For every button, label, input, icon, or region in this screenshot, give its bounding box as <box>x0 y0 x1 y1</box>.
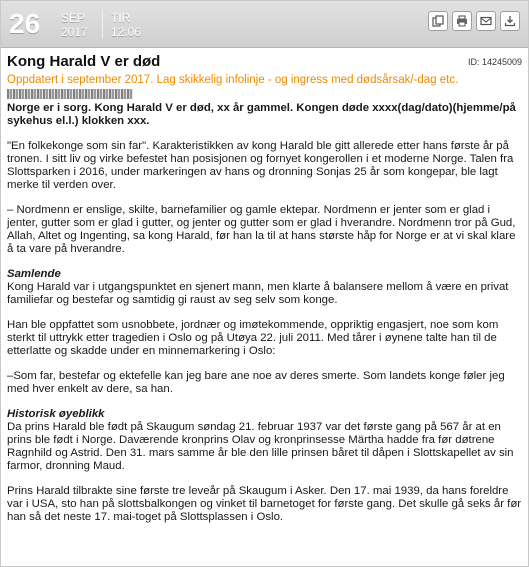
paragraph: – Nordmenn er enslige, skilte, barnefamilier og gamle ektepar. Nordmenn er jenter som er glad i jenter, gutter som er glad i gutter, og jenter og gutter som er glad i hverandre. Nordmenn tror på Gud, Allah, Altet og Ingenting, sa kong Harald, før han la til at hans største håp for Norge er at vi skal klare å ta vare på hverandre. <box>7 204 516 255</box>
copy-button[interactable] <box>428 11 448 31</box>
email-icon <box>480 15 492 27</box>
toolbar <box>428 11 520 31</box>
date-weekday: TIR <box>111 11 131 25</box>
paragraph: Da prins Harald ble født på Skaugum søndag 21. februar 1937 var det første gang på 567 år at en prins ble født i Norge. Daværende kronprins Olav og kronprinsesse Märtha hadde fra før døtrene Ragnhild og Astrid. Den 31. mars samme år ble den lille prinsen båret til dåpen i Slottskapellet av sin farmor, dronning Maud. <box>7 421 514 472</box>
article-id: ID: 14245009 <box>467 57 522 67</box>
section-heading: Samlende <box>7 268 61 280</box>
date-day: 26 <box>9 8 41 39</box>
date-month-year <box>61 11 88 39</box>
redacted-byline <box>7 89 133 99</box>
section-heading: Historisk øyeblikk <box>7 408 105 420</box>
paragraph: Han ble oppfattet som usnobbete, jordnær og imøtekommende, oppriktig engasjert, noe som kom sterkt til uttrykk etter tragedien i Oslo og på Utøya 22. juli 2011. Med tårer i øynene talte han til de etterlatte og skadde under en minnemarkering i Oslo: <box>7 319 499 357</box>
article-title: Kong Harald V er død <box>7 53 161 70</box>
print-button[interactable] <box>452 11 472 31</box>
paragraph: Prins Harald tilbrakte sine første tre leveår på Skaugum i Asker. Den 17. mai 1939, da hans foreldre var i USA, sto han på slottsbalkongen og vinket til barnetoget for første gang. Det skulle gå seks år før han så det neste 17. mai-toget på Slottsplassen i Oslo. <box>7 485 522 523</box>
date-header <box>1 1 528 48</box>
date-weekday-time <box>111 11 141 39</box>
paragraph: "En folkekonge som sin far". Karakteristikken av kong Harald ble gitt allerede etter hans første år på tronen. I sitt liv og virke befestet han posisjonen og fornyet kongerollen i et moderne Norge. Talen fra Slottsparken i 2016, under markeringen av hans og dronning Sonjas 25 år som kongepar, ble lagt merke til verden over. <box>7 140 514 191</box>
copy-icon <box>432 15 444 27</box>
article-lead: Norge er i sorg. Kong Harald V er død, xx år gammel. Kongen døde xxxx(dag/dato)(hjemme/på sykehus el.l.) klokken xxx. <box>7 102 516 127</box>
download-button[interactable] <box>500 11 520 31</box>
article-body <box>7 53 522 536</box>
download-icon <box>504 15 516 27</box>
title-row <box>7 53 522 72</box>
header-divider <box>102 11 103 39</box>
date-month: SEP <box>61 11 86 25</box>
update-note: Oppdatert i september 2017. Lag skikkelig infolinje - og ingress med dødsårsak/-dag etc. <box>7 74 459 86</box>
date-time: 12:06 <box>111 25 142 39</box>
paragraph: Kong Harald var i utgangspunktet en sjenert mann, men klarte å balansere mellom å være en privat familiefar og bestefar og samtidig gi raust av seg selv som konge. <box>7 281 509 306</box>
paragraph: –Som far, bestefar og ektefelle kan jeg bare ane noe av deres smerte. Som landets konge føler jeg med hver enkelt av dere, sa han. <box>7 370 505 395</box>
email-button[interactable] <box>476 11 496 31</box>
date-year: 2017 <box>61 25 88 39</box>
print-icon <box>456 15 468 27</box>
